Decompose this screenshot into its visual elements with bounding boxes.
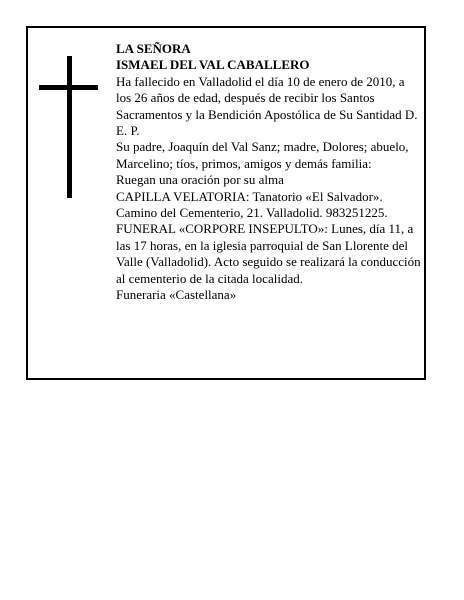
deceased-name: ISMAEL DEL VAL CABALLERO (116, 57, 310, 73)
cross-vertical-bar (67, 56, 72, 198)
obituary-text (116, 41, 422, 304)
obituary-notice (26, 26, 426, 380)
funeral-home: Funeraria «Castellana» (116, 287, 237, 303)
heading-title: LA SEÑORA (116, 41, 191, 56)
wake-chapel-info: CAPILLA VELATORIA: Tanatorio «El Salvador». Camino del Cementerio, 21. Valladolid. 983251225. (116, 188, 388, 221)
death-announcement: Ha fallecido en Valladolid el día 10 de enero de 2010, a los 26 años de edad, después de recibir los Santos Sacramentos y la Bendición Apostólica de Su Santidad D. E. P. (116, 73, 418, 139)
prayer-request: Ruegan una oración por su alma (116, 172, 284, 188)
funeral-info: FUNERAL «CORPORE INSEPULTO»: Lunes, día 11, a las 17 horas, en la iglesia parroquial de San Llorente del Valle (Valladolid). Acto seguido se realizará la conducción al cementerio de la citada localidad. (116, 221, 421, 286)
cross-horizontal-bar (39, 85, 98, 90)
family-list: Su padre, Joaquín del Val Sanz; madre, Dolores; abuelo, Marcelino; tíos, primos, amigos y demás familia: (116, 139, 409, 171)
